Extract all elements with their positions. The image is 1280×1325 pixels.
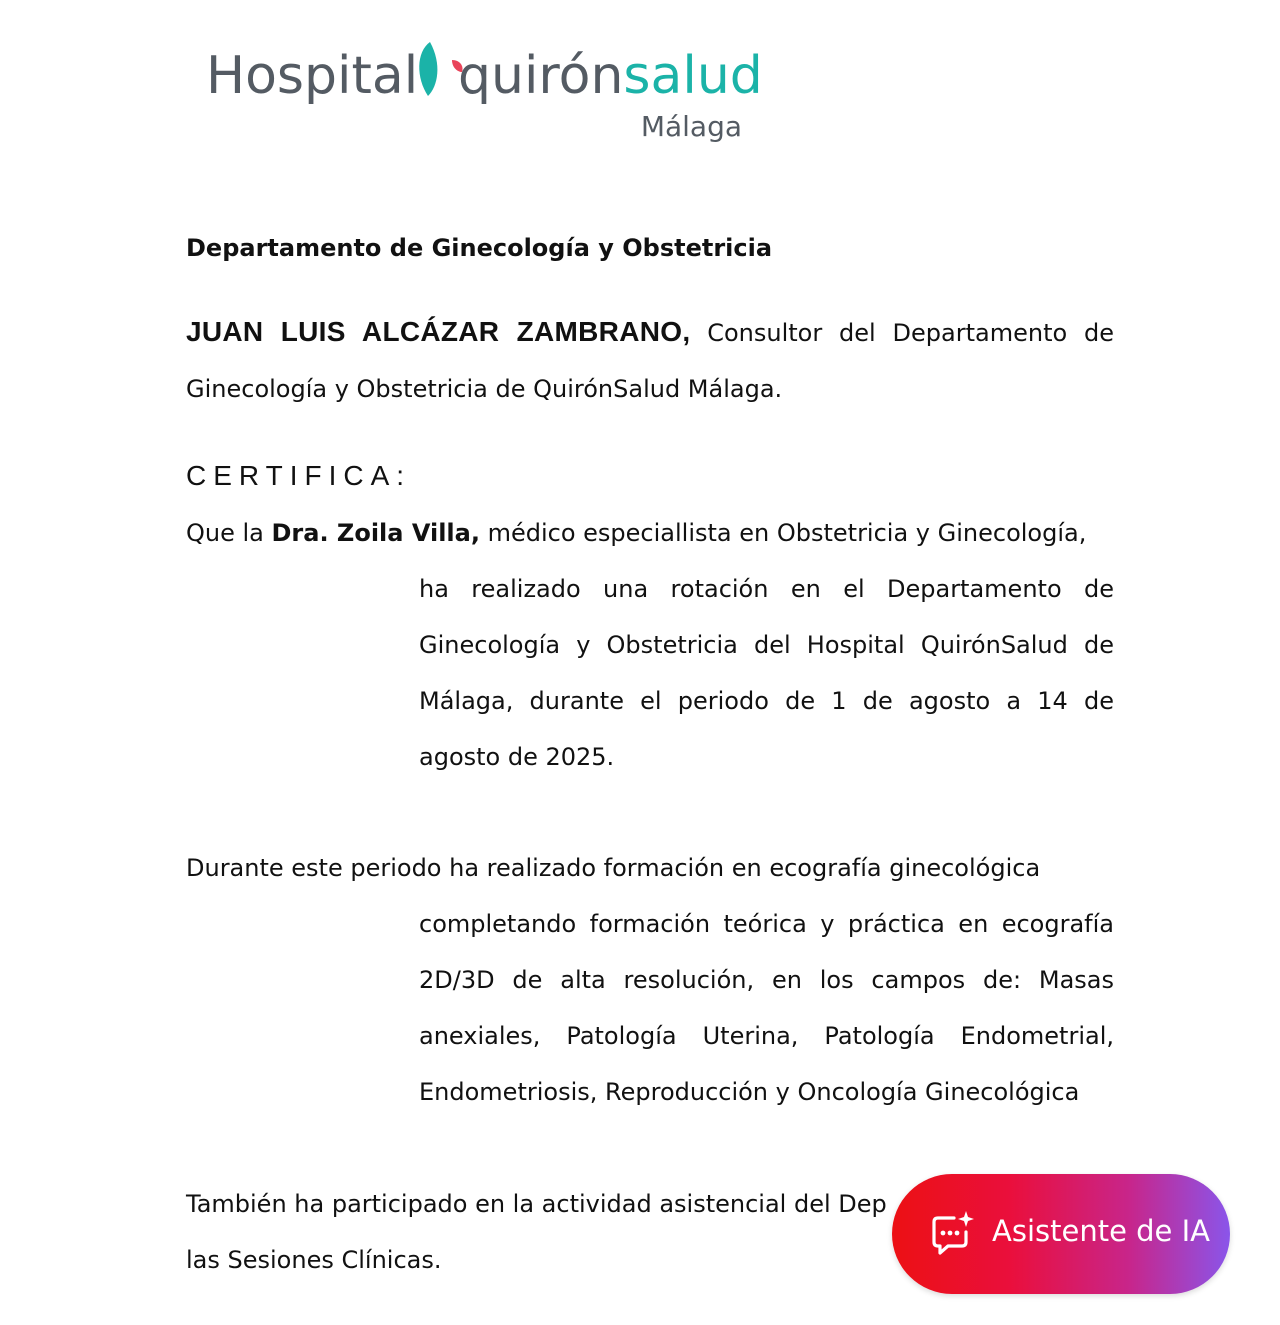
- p2-body: completando formación teórica y práctica en ecografía 2D/3D de alta resolución, en los campos de: Masas anexiales, Patología Uterina, Patología Endometrial, Endometriosis, Reproducción y Oncología Ginecológica: [419, 910, 1114, 1106]
- p3-line2: las Sesiones Clínicas.: [186, 1246, 442, 1274]
- p1-lead: Que la: [186, 519, 272, 547]
- training-paragraph: [186, 840, 1114, 1120]
- ai-assistant-button[interactable]: [892, 1174, 1230, 1294]
- ai-assistant-label: Asistente de IA: [992, 1214, 1210, 1248]
- logo-word-city: Málaga: [640, 110, 742, 143]
- p3-line1: También ha participado en la actividad asistencial del Dep: [186, 1190, 887, 1218]
- p2-lead: Durante este periodo ha realizado formación en ecografía ginecológica: [186, 854, 1041, 882]
- signer-role: Consultor del Departamento de Ginecología y Obstetricia de QuirónSalud Málaga.: [186, 319, 1114, 403]
- logo-word-hospital: Hospital: [206, 46, 419, 106]
- logo-word-quiron: quirón: [458, 46, 624, 106]
- signer-name: JUAN LUIS ALCÁZAR ZAMBRANO,: [186, 316, 691, 347]
- logo-word-salud: salud: [623, 46, 763, 106]
- logo-brand: [458, 46, 763, 106]
- ai-chat-sparkle-icon: [928, 1210, 976, 1258]
- certifica-heading: CERTIFICA:: [186, 460, 412, 491]
- p1-tail: médico especiallista en Obstetricia y Ginecología,: [479, 519, 1087, 547]
- signer-paragraph: [186, 304, 1114, 417]
- department-heading: Departamento de Ginecología y Obstetricia: [186, 234, 773, 262]
- doctor-name: Dra. Zoila Villa,: [271, 519, 480, 547]
- p1-body: ha realizado una rotación en el Departamento de Ginecología y Obstetricia del Hospital QuirónSalud de Málaga, durante el periodo de 1 de agosto a 14 de agosto de 2025.: [419, 575, 1114, 771]
- rotation-paragraph: [186, 505, 1114, 785]
- hospital-logo: [206, 36, 763, 151]
